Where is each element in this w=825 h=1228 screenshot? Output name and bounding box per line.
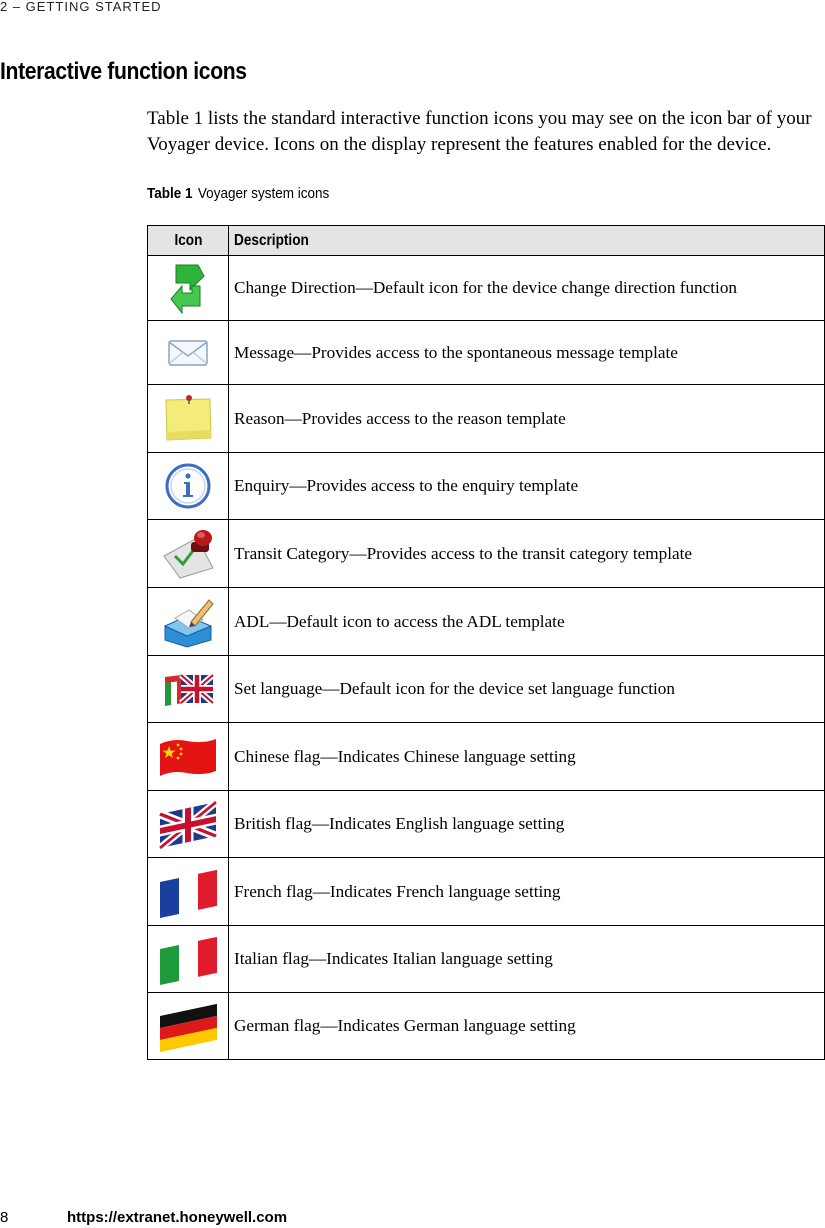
table-row xyxy=(148,256,825,321)
row-description: Set language—Default icon for the device set language function xyxy=(229,656,825,723)
table-row xyxy=(148,321,825,385)
set-language-flags-icon xyxy=(161,667,215,711)
table-row xyxy=(148,993,825,1060)
row-description: French flag—Indicates French language setting xyxy=(229,858,825,926)
german-flag-icon xyxy=(157,1000,219,1052)
row-description: Change Direction—Default icon for the device change direction function xyxy=(229,256,825,321)
page-footer xyxy=(0,1209,288,1226)
row-description: Italian flag—Indicates Italian language setting xyxy=(229,926,825,993)
table-caption-label: Table 1 xyxy=(147,185,193,202)
french-flag-icon xyxy=(157,866,219,918)
row-description: Reason—Provides access to the reason template xyxy=(229,385,825,453)
table-row xyxy=(148,453,825,520)
reason-note-icon xyxy=(163,394,213,444)
row-description: Chinese flag—Indicates Chinese language setting xyxy=(229,723,825,791)
message-envelope-icon xyxy=(166,336,210,370)
row-description: ADL—Default icon to access the ADL template xyxy=(229,588,825,656)
table-caption-text: Voyager system icons xyxy=(197,185,330,202)
row-description: German flag—Indicates German language setting xyxy=(229,993,825,1060)
row-description: Transit Category—Provides access to the transit category template xyxy=(229,520,825,588)
table-row xyxy=(148,385,825,453)
row-description: Message—Provides access to the spontaneous message template xyxy=(229,321,825,385)
table-row xyxy=(148,926,825,993)
intro-paragraph: Table 1 lists the standard interactive function icons you may see on the icon bar of your Voyager device. Icons on the display represent the features enabled for the device. xyxy=(147,108,812,155)
table-row xyxy=(148,723,825,791)
table-row xyxy=(148,858,825,926)
table-row xyxy=(148,656,825,723)
adl-inbox-icon xyxy=(161,596,215,648)
footer-url[interactable]: https://extranet.honeywell.com xyxy=(67,1209,288,1226)
table-row xyxy=(148,588,825,656)
enquiry-info-icon xyxy=(164,462,212,510)
table-row xyxy=(148,520,825,588)
row-description: Enquiry—Provides access to the enquiry template xyxy=(229,453,825,520)
icons-table xyxy=(147,225,825,1060)
section-title: Interactive function icons xyxy=(0,58,247,85)
table-caption xyxy=(147,185,329,202)
page-number: 8 xyxy=(0,1209,9,1226)
row-description: British flag—Indicates English language setting xyxy=(229,791,825,858)
running-header: 2 – GETTING STARTED xyxy=(0,0,162,14)
british-flag-icon xyxy=(157,798,219,850)
change-direction-icon xyxy=(168,262,208,314)
description-column-header: Description xyxy=(229,226,825,256)
transit-stamp-icon xyxy=(161,528,215,580)
icon-column-header: Icon xyxy=(148,226,229,256)
table-header-row xyxy=(148,226,825,256)
italian-flag-icon xyxy=(157,933,219,985)
chinese-flag-icon xyxy=(157,732,219,782)
table-row xyxy=(148,791,825,858)
